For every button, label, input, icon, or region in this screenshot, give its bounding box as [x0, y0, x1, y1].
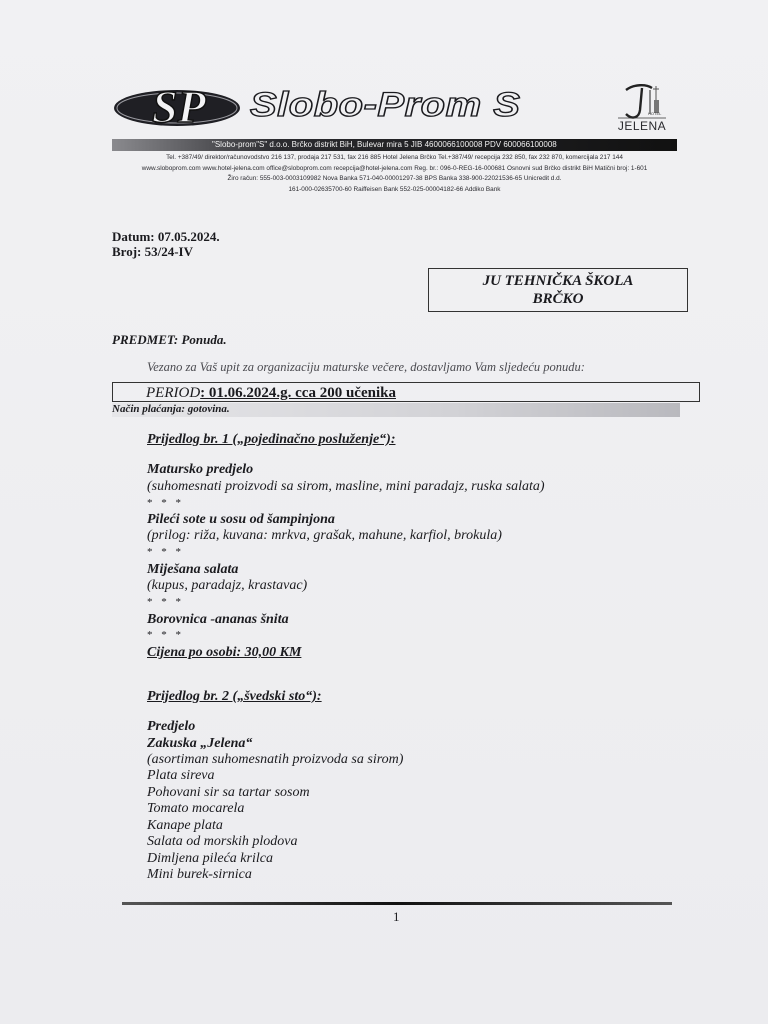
contact-block — [112, 153, 677, 195]
contact-line: 161-000-02635700-60 Raiffeisen Bank 552-025-00004182-66 Addiko Bank — [288, 185, 501, 193]
offer2-item: Mini burek-sirnica — [147, 867, 252, 882]
offer2-item: Pohovani sir sa tartar sosom — [147, 785, 310, 800]
intro-text: Vezano za Vaš upit za organizaciju maturske večere, dostavljamo Vam sljedeću ponudu: — [147, 360, 585, 374]
offer1-item-title: Borovnica -ananas šnita — [147, 612, 289, 627]
footer-rule — [122, 902, 672, 905]
recipient-line: BRČKO — [532, 291, 584, 307]
recipient-box — [428, 268, 688, 312]
separator-stars: * * * — [147, 629, 184, 641]
offer1-item-title: Pileći sote u sosu od šampinjona — [147, 512, 335, 527]
offer1-item-desc: (kupus, paradajz, krastavac) — [147, 578, 308, 593]
recipient-line: JU TEHNIČKA ŠKOLA — [482, 273, 634, 289]
offer1-item-desc: (prilog: riža, kuvana: mrkva, grašak, mahune, karfiol, brokula) — [147, 528, 502, 543]
contact-line: Tel. +387/49/ direktor/računovodstvo 216 137, prodaja 217 531, fax 216 885 Hotel Jelena Brčko Tel.+387/49/ recepcija 232 850, fax 232 870, komercijala 217 144 — [166, 154, 623, 161]
company-logo — [112, 80, 242, 136]
period-value: : 01.06.2024.g. cca 200 učenika — [200, 385, 396, 401]
offer2-subtitle: Zakuska „Jelena“ — [147, 736, 253, 751]
period-line — [146, 385, 396, 402]
offer2-heading: Prijedlog br. 2 („švedski sto“): — [147, 689, 322, 704]
offer1-item-desc: (suhomesnati proizvodi sa sirom, masline, mini paradajz, ruska salata) — [147, 479, 545, 494]
company-name: Slobo-Prom S — [250, 86, 521, 124]
period-label: PERIOD — [146, 385, 201, 401]
offer1-price: Cijena po osobi: 30,00 KM — [147, 645, 302, 660]
offer2-item: (asortiman suhomesnatih proizvoda sa sirom) — [147, 752, 404, 767]
document-number: Broj: 53/24-IV — [112, 244, 194, 259]
offer2-item: Dimljena pileća krilca — [147, 851, 273, 866]
hotel-name: JELENA — [617, 119, 667, 133]
offer2-item: Tomato mocarela — [147, 801, 245, 816]
offer2-item: Salata od morskih plodova — [147, 834, 298, 849]
separator-stars: * * * — [147, 497, 184, 509]
offer2-item: Kanape plata — [147, 818, 223, 833]
contact-line: www.sloboprom.com www.hotel-jelena.com office@sloboprom.com recepcija@hotel-jelena.com Reg. br.: 096-0-REG-16-000681 Osnovni sud Brčko distrikt BiH Matični broj: 1-601 — [141, 164, 648, 172]
page-number: 1 — [393, 909, 400, 924]
svg-text:SP: SP — [152, 81, 206, 132]
offer1-item-title: Miješana salata — [147, 562, 239, 577]
offer1-item-title: Matursko predjelo — [147, 462, 254, 477]
subject-line: PREDMET: Ponuda. — [112, 332, 227, 347]
offer2-section: Predjelo — [147, 719, 196, 734]
contact-line: Žiro račun: 555-003-0003109982 Nova Banka 571-040-00001297-38 BPS Banka 338-900-22021536-65 Unicredit d.d. — [227, 175, 562, 182]
firm-info-bar: "Slobo-prom"S" d.o.o. Brčko distrikt BiH, Bulevar mira 5 JIB 4600066100008 PDV 600066100008 — [112, 139, 677, 151]
hotel-small-label: HOTEL — [648, 111, 662, 116]
separator-stars: * * * — [147, 546, 184, 558]
document-date: Datum: 07.05.2024. — [112, 229, 220, 244]
offer2-item: Plata sireva — [147, 768, 215, 783]
offer1-heading: Prijedlog br. 1 („pojedinačno posluženje“): — [147, 432, 396, 447]
payment-method: Način plaćanja: gotovina. — [112, 403, 230, 415]
separator-stars: * * * — [147, 596, 184, 608]
